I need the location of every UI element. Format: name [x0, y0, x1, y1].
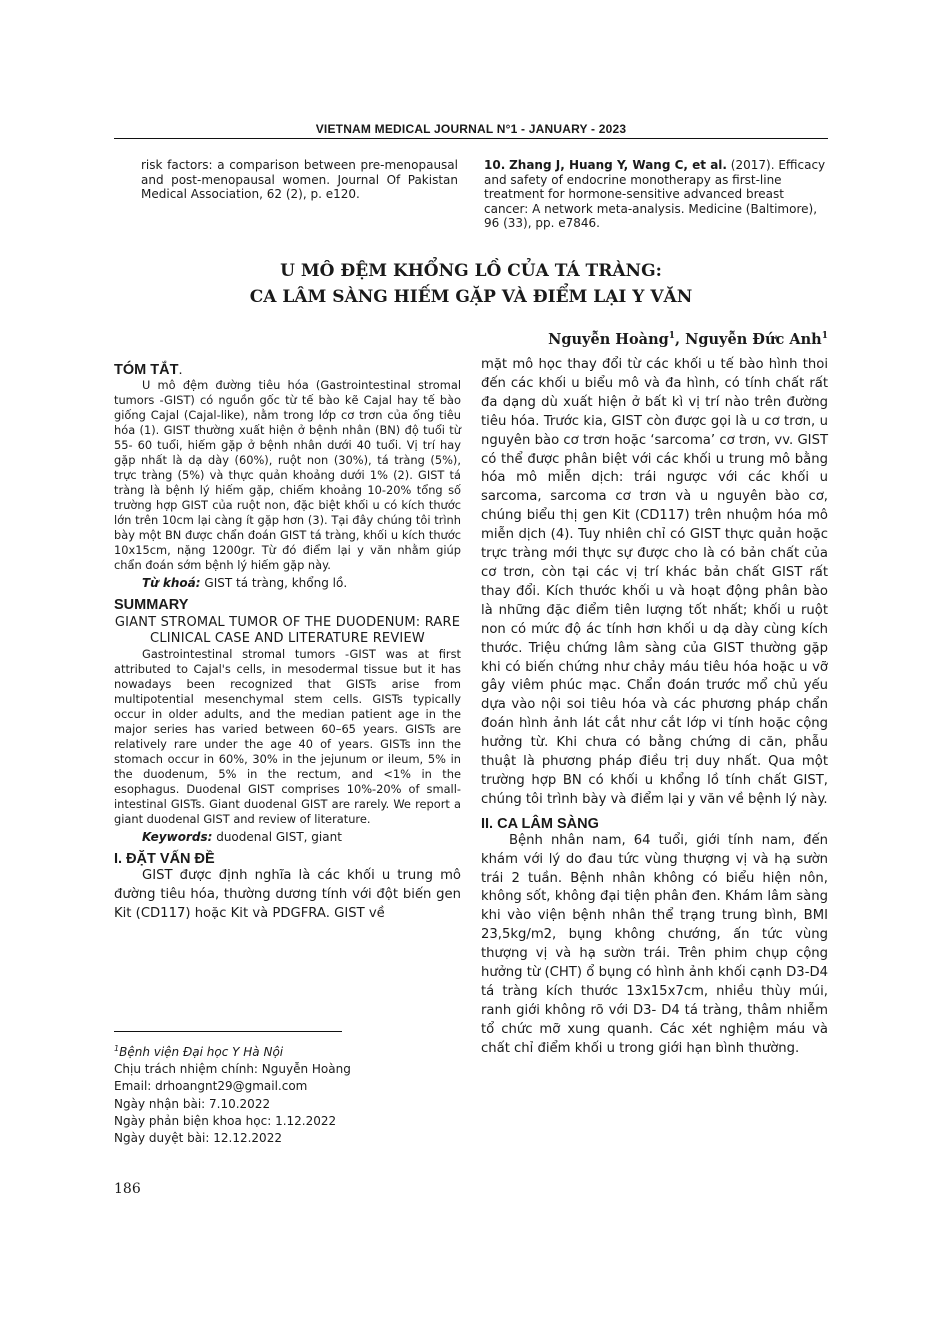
abstract-vi-text: U mô đệm đường tiêu hóa (Gastrointestinal stromal tumors -GIST) có nguồn gốc từ tế bào kẽ Cajal hay tế bào giống Cajal (Cajal-like), nằm trong lớp cơ trơn của ống tiêu hóa (1). GIST thường xuất hiện ở bệnh nhân (BN) độ tuổi từ 55- 60 tuổi, hiếm gặp ở bệnh nhân dưới 40 tuổi. Vị trí hay gặp nhất là dạ dày (60%), ruột non (30%), tá tràng (5%), trực tràng (5%) và thực quản khoảng dưới 1% (2). GIST tá tràng là bệnh lý hiếm gặp, chiếm khoảng 10-20% tổng số trường hợp GIST của ruột non, đặc biệt khối u có kích thước lớn trên 10cm lại càng ít gặp hơn (3). Tại đây chúng tôi trình bày một BN được chẩn đoán GIST tá tràng, khối u kích thước 10x15cm, nặng 1200gr. Từ đó điểm lại y văn nhằm giúp chẩn đoán sớm bệnh lý hiếm gặp này.	[114, 378, 461, 572]
left-column	[114, 362, 461, 924]
footnote-email: Email: drhoangnt29@gmail.com	[114, 1079, 308, 1094]
intro-text-right: mặt mô học thay đổi từ các khối u tế bào hình thoi đến các khối u biểu mô và đa hình, có tính chất rất đa dạng dù xuất hiện ở bất kì vị trí nào trên đường tiêu hóa. Trước kia, GIST còn được gọi là u cơ trơn, u nguyên bào cơ trơn hoặc ‘sarcoma’ cơ trơn, vv. GIST có thể được phân biệt với các khối u trung mô bằng hóa mô miễn dịch: trái ngược với các khối u sarcoma, sarcoma cơ trơn và u nguyên bào cơ, chúng biểu thị gen Kit (CD117) trên nhuộm hóa mô miễn dịch (4). Tuy nhiên chỉ có GIST thực quản hoặc trực tràng mới thực sự được cho là có bản chất của cơ trơn, còn tại các vị trí khác bản chất GIST rất thay đổi. Kích thước khối u và hoạt động phân bào là những đặc điểm tiên lượng tốt nhất; khối u ruột non có mức độ ác tính hơn khối u dạ dày cùng kích thước. Triệu chứng lâm sàng của GIST thường gặp khi có biến chứng như chảy máu tiêu hóa hoặc u vỡ gây viêm phúc mạc. Chẩn đoán trước mổ chủ yếu dựa vào nội soi tiêu hóa và các phương pháp chẩn đoán hình ảnh lát cắt như cắt lớp vi tính hoặc cộng hưởng từ. Khi chưa có bằng chứng di căn, phẫu thuật là phương pháp điều trị duy nhất. Qua một trường hợp BN có khối u khổng lồ tính chất GIST, chúng tôi trình bày và điểm lại y văn về bệnh lý này.	[481, 357, 828, 807]
abstract-vi-keywords	[114, 575, 461, 591]
reference-10	[484, 158, 828, 231]
footnote-received: Ngày nhận bài: 7.10.2022	[114, 1096, 271, 1111]
keywords-label: Từ khoá:	[142, 576, 201, 590]
footnote-affiliation	[114, 1040, 454, 1061]
article-title	[114, 258, 828, 310]
reference-authors: Zhang J, Huang Y, Wang C, et al.	[509, 158, 727, 172]
author-2-affil: 1	[821, 331, 828, 342]
summary-title: GIANT STROMAL TUMOR OF THE DUODENUM: RARE CLINICAL CASE AND LITERATURE REVIEW	[114, 615, 461, 646]
footnote-rule	[114, 1031, 342, 1032]
running-header: VIETNAM MEDICAL JOURNAL N°1 - JANUARY - 2023	[315, 122, 627, 136]
summary-keywords-value: duodenal GIST, giant	[212, 830, 342, 844]
summary-keywords	[114, 829, 461, 845]
intro-heading: I. ĐẶT VẤN ĐỀ	[114, 851, 215, 867]
intro-text-left: GIST được định nghĩa là các khối u trung mô đường tiêu hóa, thường dương tính với đột biến gen Kit (CD117) hoặc Kit và PDGFRA. GIST về	[114, 868, 461, 921]
abstract-vi-heading-text: TÓM TẮT	[114, 362, 179, 378]
author-separator: ,	[675, 331, 686, 348]
footnote-affil-text: Bệnh viện Đại học Y Hà Nội	[119, 1045, 284, 1059]
author-2: Nguyễn Đức Anh	[685, 331, 822, 348]
abstract-vi-heading	[114, 362, 461, 378]
reference-continuation: risk factors: a comparison between pre-menopausal and post-menopausal women. Journal Of Pakistan Medical Association, 62 (2), p. e120.	[141, 158, 458, 201]
footnote-accepted: Ngày duyệt bài: 12.12.2022	[114, 1131, 282, 1146]
footnote-affil-mark: 1	[114, 1044, 120, 1053]
footnote-reviewed: Ngày phản biện khoa học: 1.12.2022	[114, 1113, 337, 1128]
case-text: Bệnh nhân nam, 64 tuổi, giới tính nam, đến khám với lý do đau tức vùng thượng vị và hạ sườn trái 2 tuần. Bệnh nhân không có biểu hiện nôn, không sốt, không đại tiện phân đen. Khám lâm sàng khi vào viện bệnh nhân thể trạng trung bình, BMI 23,5kg/m2, bụng không chướng, ấn tức vùng thượng vị và hạ sườn trái. Trên phim chụp cộng hưởng từ (CHT) ổ bụng có hình ảnh khối cạnh D3-D4 tá tràng kích thước 13x15x7cm, nhiều thùy múi, ranh giới không rõ với D3- D4 tá tràng, thâm nhiễm tổ chức mỡ xung quanh. Các xét nghiệm máu và chất chỉ điểm khối u trong giới hạn bình thường.	[481, 832, 828, 1056]
reference-details: (2017). Efficacy and safety of endocrine monotherapy as first-line treatment for hormone-sensitive advanced breast cancer: A network meta-analysis. Medicine (Baltimore), 96 (33), pp. e7846.	[484, 158, 826, 230]
right-column	[481, 356, 828, 1059]
abstract-vi-heading-dot: .	[178, 362, 183, 378]
author-1: Nguyễn Hoàng	[548, 331, 669, 348]
title-line-1: U MÔ ĐỆM KHỔNG LỒ CỦA TÁ TRÀNG:	[280, 261, 662, 281]
footnote-corresponding: Chịu trách nhiệm chính: Nguyễn Hoàng	[114, 1062, 351, 1077]
summary-keywords-label: Keywords:	[142, 830, 213, 844]
header-rule	[114, 138, 828, 139]
author-1-affil: 1	[668, 331, 676, 342]
page-number: 186	[114, 1181, 141, 1197]
reference-number: 10.	[484, 158, 506, 172]
summary-heading: SUMMARY	[114, 597, 189, 613]
case-heading: II. CA LÂM SÀNG	[481, 815, 599, 832]
author-list	[548, 331, 828, 348]
title-line-2: CA LÂM SÀNG HIẾM GẶP VÀ ĐIỂM LẠI Y VĂN	[249, 287, 693, 307]
keywords-value: GIST tá tràng, khổng lồ.	[200, 576, 348, 590]
summary-text: Gastrointestinal stromal tumors -GIST was at first attributed to Cajal's cells, in mesodermal tissue but it has nowadays been recognized that GISTs arise from multipotential mesenchymal stem cells. GISTs typically occur in older adults, and the median patient age in the major series has varied between 60–65 years. GISTs are relatively rare under the age 40 of years. GISTs inn the stomach occur in 60%, 30% in the jejunum or ileum, 5% in the duodenum, 5% in the rectum, and <1% in the esophagus. Duodenal GIST comprises 10%-20% of small-intestinal GISTs. Giant duodenal GIST are rarely. We report a giant duodenal GIST and review of literature.	[114, 647, 461, 826]
footnotes	[114, 1040, 454, 1147]
